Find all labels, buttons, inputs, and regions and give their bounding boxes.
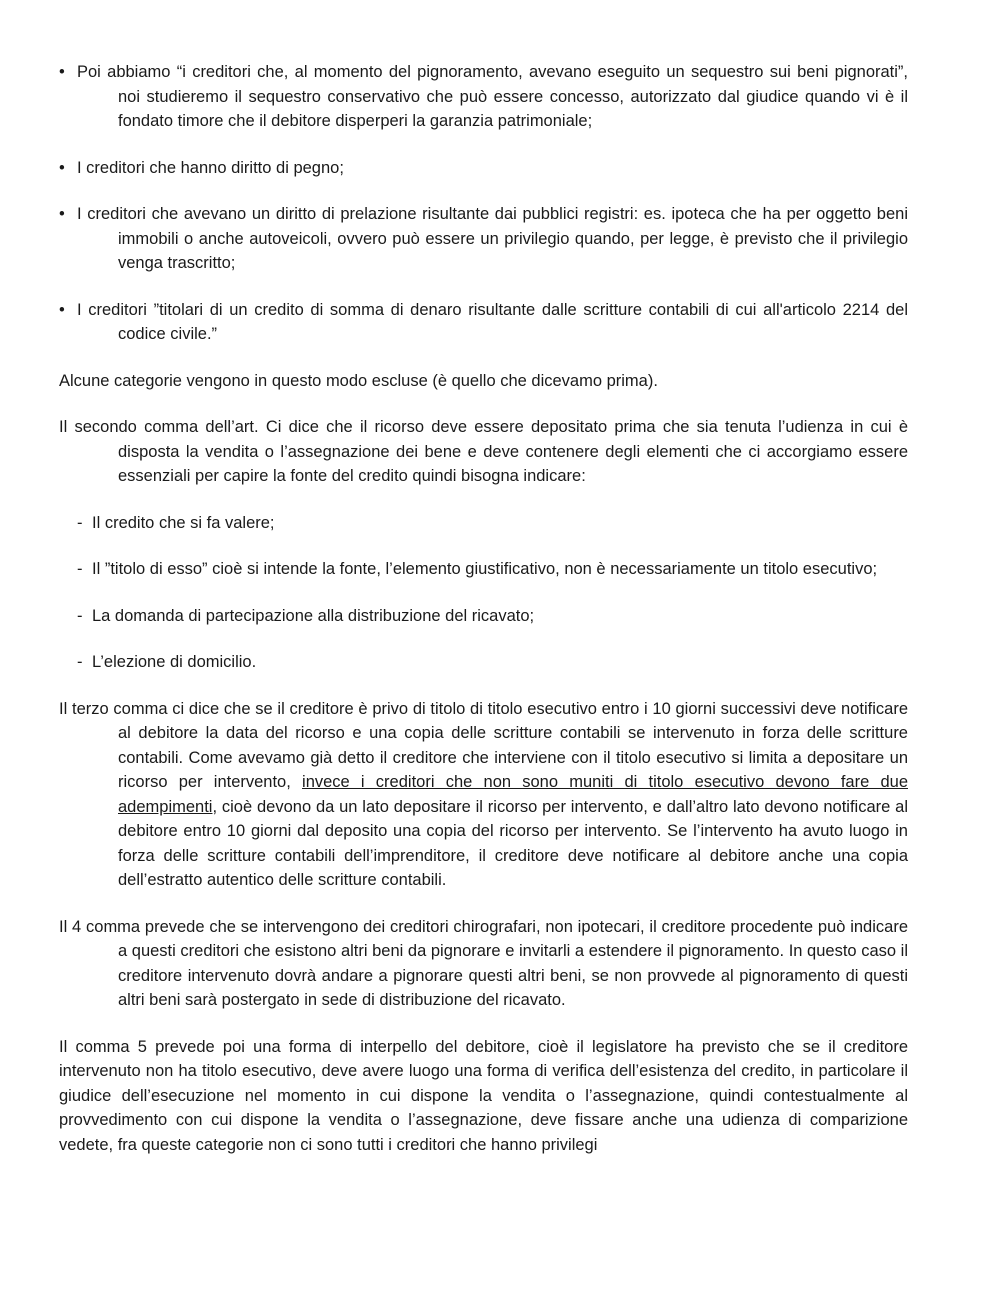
underlined-text: invece i creditori che non sono muniti di titolo esecutivo devono fare due adempimenti [118,773,908,816]
bullet-text: I creditori che avevano un diritto di prelazione risultante dai pubblici registri: es. ipoteca che ha per oggetto beni immobili o anche autoveicoli, ovvero può essere un privilegio quando, per legge, è previsto che il privilegio venga trascritto; [77,205,908,272]
dash-mark: - [77,606,83,625]
dash-item-domicilio [59,650,908,675]
bullet-text: I creditori che hanno diritto di pegno; [77,158,344,177]
bullet-text: I creditori ”titolari di un credito di somma di denaro risultante dalle scritture contabili di cui all'articolo 2214 del codice civile.” [77,300,908,343]
dash-item-credito [59,511,908,536]
bullet-mark: • [59,63,65,81]
paragraph-quarto-comma: Il 4 comma prevede che se intervengono dei creditori chirografari, non ipotecari, il creditore procedente può indicare a questi creditori che esistono altri beni da pignorare e invitarli a estendere il pignoramento. In questo caso il creditore intervenuto dovrà andare a pignorare questi altri beni, se non provvede al pignoramento di questi altri beni sarà postergato in sede di distribuzione del ricavato. [59,917,908,1009]
dash-mark: - [77,653,83,671]
dash-text: Il ”titolo di esso” cioè si intende la fonte, l’elemento giustificativo, non è necessariamente un titolo esecutivo; [92,560,878,578]
bullet-mark: • [59,300,65,319]
paragraph-secondo-comma: Il secondo comma dell’art. Ci dice che il ricorso deve essere depositato prima che sia tenuta l’udienza in cui è disposta la vendita o l’assegnazione dei bene e deve contenere degli elementi che ci accorgiamo essere essenziali per capire la fonte del credito quindi bisogna indicare: [59,418,908,485]
document-page [59,60,908,1179]
dash-item-domanda [59,604,908,629]
dash-item-titolo [59,557,908,582]
bullet-mark: • [59,205,65,223]
dash-text: La domanda di partecipazione alla distribuzione del ricavato; [92,606,535,625]
paragraph-quinto-comma: Il comma 5 prevede poi una forma di interpello del debitore, cioè il legislatore ha previsto che se il creditore intervenuto non ha titolo esecutivo, deve avere luogo una forma di verifica dell’esistenza del credito, in particolare il giudice dell’esecuzione nel momento in cui dispone la vendita o l’assegnazione, quindi contestualmente al provvedimento con cui dispone la vendita o l’assegnazione, deve fissare anche una udienza di comparizione vedete, fra queste categorie non ci sono tutti i creditori che hanno privilegi [59,1037,908,1154]
bullet-item-prelazione [59,202,908,276]
paragraph-text: Il terzo comma ci dice che se il creditore è privo di titolo di titolo esecutivo entro i 10 giorni successivi deve notificare al debitore la data del ricorso e una copia delle scritture contabili se intervenuto in forza delle scritture contabili. Come avevamo già detto il creditore che interviene con il titolo esecutivo si limita a depositare un ricorso per intervento, [59,699,908,791]
dash-mark: - [77,560,83,578]
dash-text: Il credito che si fa valere; [92,513,275,532]
bullet-item-pegno [59,156,908,181]
dash-text: L’elezione di domicilio. [92,653,257,671]
bullet-mark: • [59,158,65,177]
paragraph-text: , cioè devono da un lato depositare il ricorso per intervento, e dall’altro lato devono notificare al debitore entro 10 giorni dal deposito una copia del ricorso per intervento. Se l’intervento ha avuto luogo in forza delle scritture contabili dell’imprenditore, il creditore deve notificare al debitore anche una copia dell’estratto autentico delle scritture contabili. [118,797,908,889]
bullet-text: Poi abbiamo “i creditori che, al momento del pignoramento, avevano eseguito un sequestro sui beni pignorati”, noi studieremo il sequestro conservativo che può essere concesso, autorizzato dal giudice quando vi è il fondato timore che il debitore disperperi la garanzia patrimoniale; [77,63,908,130]
paragraph-terzo-comma [59,697,908,893]
paragraph-categorie-escluse: Alcune categorie vengono in questo modo escluse (è quello che dicevamo prima). [59,371,658,390]
bullet-item-sequestro [59,60,908,134]
dash-mark: - [77,513,83,532]
bullet-item-scritture-contabili [59,298,908,347]
